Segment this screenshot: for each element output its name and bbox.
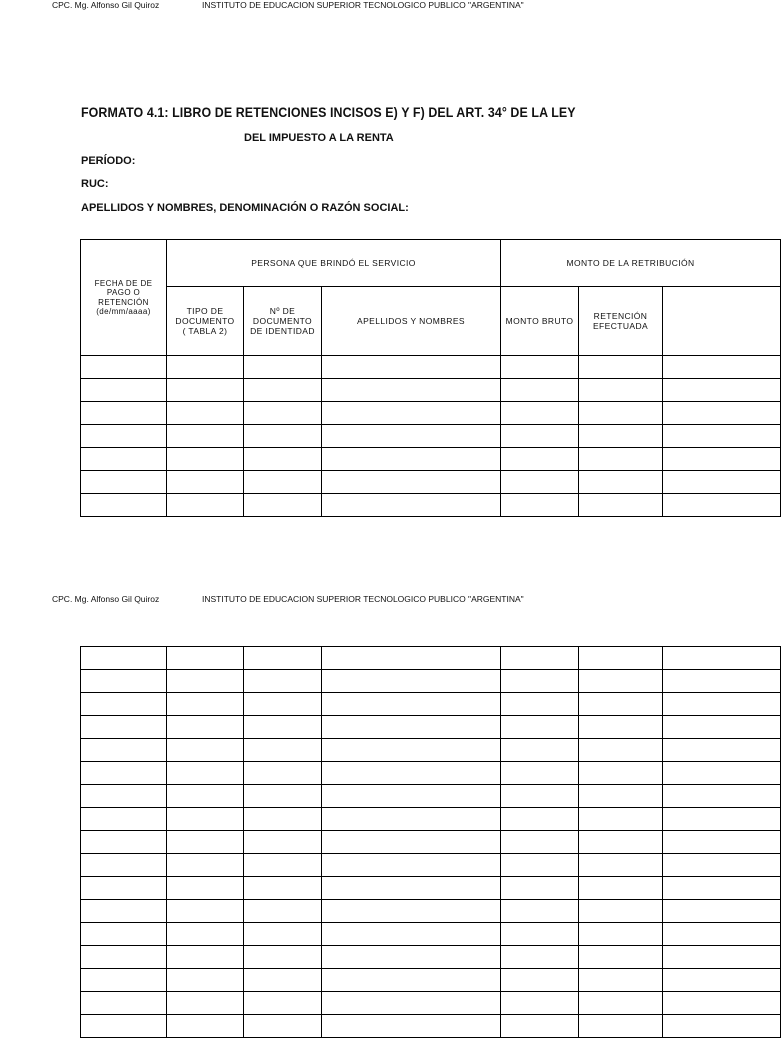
table-cell[interactable]	[501, 670, 579, 693]
retencion-header: RETENCIÓN EFECTUADA	[579, 287, 663, 356]
table-cell[interactable]	[81, 425, 167, 448]
table-cell[interactable]	[167, 808, 244, 831]
table-cell[interactable]	[579, 969, 663, 992]
table-cell[interactable]	[322, 494, 501, 517]
table-cell[interactable]	[244, 448, 322, 471]
table-cell[interactable]	[167, 494, 244, 517]
table-cell[interactable]	[167, 992, 244, 1015]
table-cell[interactable]	[579, 356, 663, 379]
table-cell[interactable]	[663, 471, 781, 494]
table-row	[81, 923, 781, 946]
table-cell[interactable]	[244, 808, 322, 831]
table-cell[interactable]	[244, 854, 322, 877]
document-title: FORMATO 4.1: LIBRO DE RETENCIONES INCISOS E) Y F) DEL ART. 34° DE LA LEY	[81, 105, 576, 120]
table-cell[interactable]	[501, 992, 579, 1015]
table-cell[interactable]	[501, 785, 579, 808]
table-cell[interactable]	[579, 1015, 663, 1038]
table-cell[interactable]	[244, 923, 322, 946]
table-cell[interactable]	[322, 854, 501, 877]
table-cell[interactable]	[579, 693, 663, 716]
table-cell[interactable]	[322, 762, 501, 785]
table-cell[interactable]	[501, 762, 579, 785]
table-cell[interactable]	[167, 785, 244, 808]
fecha-header: FECHA DE DE PAGO O RETENCIÓN (de/mm/aaaa)	[81, 240, 167, 356]
table-cell[interactable]	[167, 1015, 244, 1038]
table-row	[81, 854, 781, 877]
table-cell[interactable]	[663, 808, 781, 831]
table-cell[interactable]	[81, 923, 167, 946]
table-cell[interactable]	[81, 992, 167, 1015]
table-cell[interactable]	[501, 877, 579, 900]
table-cell[interactable]	[663, 379, 781, 402]
table-cell[interactable]	[81, 647, 167, 670]
table-cell[interactable]	[579, 900, 663, 923]
table-row	[81, 425, 781, 448]
table-cell[interactable]	[244, 877, 322, 900]
table-cell[interactable]	[579, 448, 663, 471]
table-cell[interactable]	[579, 379, 663, 402]
table-cell[interactable]	[579, 402, 663, 425]
table-cell[interactable]	[501, 808, 579, 831]
table-cell[interactable]	[81, 739, 167, 762]
table-cell[interactable]	[322, 785, 501, 808]
ruc-label: RUC:	[81, 178, 109, 190]
table-cell[interactable]	[501, 425, 579, 448]
table-cell[interactable]	[244, 356, 322, 379]
table-cell[interactable]	[244, 647, 322, 670]
table-cell[interactable]	[579, 762, 663, 785]
table-cell[interactable]	[81, 693, 167, 716]
table-cell[interactable]	[322, 647, 501, 670]
table-cell[interactable]	[663, 946, 781, 969]
table-cell[interactable]	[244, 402, 322, 425]
table-cell[interactable]	[322, 716, 501, 739]
table-cell[interactable]	[663, 923, 781, 946]
table-cell[interactable]	[579, 992, 663, 1015]
table-row	[81, 356, 781, 379]
table-cell[interactable]	[579, 785, 663, 808]
monto-group-header	[501, 240, 781, 287]
table-cell[interactable]	[81, 402, 167, 425]
table-cell[interactable]	[81, 494, 167, 517]
table-cell[interactable]	[244, 900, 322, 923]
table-cell[interactable]	[167, 877, 244, 900]
table-row	[81, 946, 781, 969]
table-cell[interactable]	[322, 969, 501, 992]
table-cell[interactable]	[501, 1015, 579, 1038]
table-cell[interactable]	[244, 693, 322, 716]
table-row	[81, 494, 781, 517]
table-cell[interactable]	[501, 494, 579, 517]
table-cell[interactable]	[167, 854, 244, 877]
table-cell[interactable]	[501, 831, 579, 854]
table-cell[interactable]	[81, 379, 167, 402]
table-cell[interactable]	[81, 716, 167, 739]
razon-social-label: APELLIDOS Y NOMBRES, DENOMINACIÓN O RAZÓN SOCIAL:	[81, 202, 409, 214]
table-cell[interactable]	[663, 969, 781, 992]
table-cell[interactable]	[579, 854, 663, 877]
table-cell[interactable]	[81, 831, 167, 854]
table-cell[interactable]	[663, 402, 781, 425]
table-cell[interactable]	[322, 425, 501, 448]
table-cell[interactable]	[501, 448, 579, 471]
table-cell[interactable]	[663, 739, 781, 762]
table-cell[interactable]	[244, 969, 322, 992]
table-cell[interactable]	[663, 693, 781, 716]
table-cell[interactable]	[501, 647, 579, 670]
table-cell[interactable]	[81, 762, 167, 785]
table-cell[interactable]	[244, 831, 322, 854]
table-cell[interactable]	[167, 425, 244, 448]
table-cell[interactable]	[167, 402, 244, 425]
table-cell[interactable]	[167, 356, 244, 379]
table-cell[interactable]	[81, 670, 167, 693]
table-cell[interactable]	[663, 762, 781, 785]
table-row	[81, 379, 781, 402]
table-cell[interactable]	[167, 739, 244, 762]
table-cell[interactable]	[322, 356, 501, 379]
table-cell[interactable]	[167, 923, 244, 946]
table-cell[interactable]	[501, 471, 579, 494]
table-cell[interactable]	[81, 471, 167, 494]
table-cell[interactable]	[501, 716, 579, 739]
table-cell[interactable]	[244, 494, 322, 517]
table-cell[interactable]	[579, 831, 663, 854]
table-cell[interactable]	[244, 992, 322, 1015]
table-cell[interactable]	[579, 808, 663, 831]
table-cell[interactable]	[501, 900, 579, 923]
table-cell[interactable]	[167, 379, 244, 402]
table-cell[interactable]	[322, 923, 501, 946]
persona-group-header: PERSONA QUE BRINDÓ EL SERVICIO	[167, 240, 501, 287]
table-cell[interactable]	[244, 379, 322, 402]
tipo-documento-header: TIPO DE DOCUMENTO ( TABLA 2)	[167, 287, 244, 356]
table-cell[interactable]	[244, 762, 322, 785]
retenciones-table	[80, 239, 695, 520]
table-cell[interactable]	[81, 969, 167, 992]
monto-bruto-header: MONTO BRUTO	[501, 287, 579, 356]
table-cell[interactable]	[81, 877, 167, 900]
table-body	[81, 647, 781, 1038]
table-cell[interactable]	[663, 356, 781, 379]
table-cell[interactable]	[322, 992, 501, 1015]
table-cell[interactable]	[663, 831, 781, 854]
table-cell[interactable]	[167, 946, 244, 969]
table-cell[interactable]	[167, 448, 244, 471]
table-cell[interactable]	[322, 448, 501, 471]
table-cell[interactable]	[322, 900, 501, 923]
table-cell[interactable]	[501, 969, 579, 992]
table-cell[interactable]	[244, 739, 322, 762]
apellidos-header: APELLIDOS Y NOMBRES	[322, 287, 501, 356]
institute-name: INSTITUTO DE EDUCACION SUPERIOR TECNOLOGICO PUBLICO "ARGENTINA"	[202, 0, 524, 10]
table-row	[81, 877, 781, 900]
table-cell[interactable]	[81, 946, 167, 969]
table-cell[interactable]	[167, 831, 244, 854]
table-row	[81, 670, 781, 693]
page-header	[52, 0, 524, 10]
table-cell[interactable]	[322, 471, 501, 494]
table-cell[interactable]	[244, 716, 322, 739]
table-cell[interactable]	[244, 425, 322, 448]
table-cell[interactable]	[579, 739, 663, 762]
table-cell[interactable]	[579, 425, 663, 448]
table-row	[81, 808, 781, 831]
table-row	[81, 1015, 781, 1038]
table-cell[interactable]	[663, 448, 781, 471]
table-cell[interactable]	[501, 923, 579, 946]
table-cell[interactable]	[322, 808, 501, 831]
table-cell[interactable]	[167, 471, 244, 494]
table-cell[interactable]	[663, 900, 781, 923]
table-row	[81, 831, 781, 854]
table-row	[81, 647, 781, 670]
table-row	[81, 693, 781, 716]
table-cell[interactable]	[579, 716, 663, 739]
table-cell[interactable]	[322, 739, 501, 762]
table-cell[interactable]	[579, 471, 663, 494]
table-cell[interactable]	[322, 670, 501, 693]
table-cell[interactable]	[501, 946, 579, 969]
table-cell[interactable]	[579, 946, 663, 969]
table-row	[81, 739, 781, 762]
periodo-label: PERÍODO:	[81, 155, 136, 167]
table-cell[interactable]	[81, 900, 167, 923]
table-cell[interactable]	[579, 877, 663, 900]
table-cell[interactable]	[501, 739, 579, 762]
table-cell[interactable]	[167, 762, 244, 785]
table-row	[81, 785, 781, 808]
table-cell[interactable]	[322, 831, 501, 854]
table-row	[81, 448, 781, 471]
table-cell[interactable]	[244, 471, 322, 494]
table-cell[interactable]	[501, 379, 579, 402]
table-row	[81, 471, 781, 494]
table-cell[interactable]	[663, 785, 781, 808]
table-cell[interactable]	[244, 1015, 322, 1038]
table-cell[interactable]	[322, 402, 501, 425]
table-cell[interactable]	[663, 425, 781, 448]
table-cell[interactable]	[167, 900, 244, 923]
table-cell[interactable]	[322, 1015, 501, 1038]
numero-documento-header: Nº DE DOCUMENTO DE IDENTIDAD	[244, 287, 322, 356]
table-cell[interactable]	[167, 716, 244, 739]
document-subtitle: DEL IMPUESTO A LA RENTA	[244, 132, 394, 144]
institute-name: INSTITUTO DE EDUCACION SUPERIOR TECNOLOGICO PUBLICO "ARGENTINA"	[202, 594, 524, 604]
author-name: CPC. Mg. Alfonso Gil Quiroz	[52, 594, 160, 604]
table-cell[interactable]	[244, 946, 322, 969]
table-body	[81, 356, 781, 517]
table-cell[interactable]	[244, 670, 322, 693]
table-row	[81, 762, 781, 785]
table-cell[interactable]	[663, 494, 781, 517]
extra-header	[663, 287, 781, 356]
table-cell[interactable]	[81, 854, 167, 877]
table-row	[81, 716, 781, 739]
table-cell[interactable]	[501, 854, 579, 877]
table-cell[interactable]	[167, 670, 244, 693]
table-cell[interactable]	[579, 647, 663, 670]
table-cell[interactable]	[81, 785, 167, 808]
table-cell[interactable]	[663, 854, 781, 877]
table-cell[interactable]	[322, 946, 501, 969]
author-name: CPC. Mg. Alfonso Gil Quiroz	[52, 0, 160, 10]
table-cell[interactable]	[81, 1015, 167, 1038]
table-row	[81, 992, 781, 1015]
table-cell[interactable]	[579, 923, 663, 946]
table-cell[interactable]	[663, 647, 781, 670]
table-row	[81, 969, 781, 992]
table-cell[interactable]	[322, 693, 501, 716]
table-cell[interactable]	[579, 670, 663, 693]
table-cell[interactable]	[501, 402, 579, 425]
table-cell[interactable]	[322, 877, 501, 900]
monto-group-label: MONTO DE LA RETRIBUCIÓN	[566, 258, 695, 268]
retenciones-table-continued	[80, 646, 662, 1024]
table-cell[interactable]	[81, 356, 167, 379]
page-header-2	[52, 594, 524, 604]
table-row	[81, 402, 781, 425]
table-cell[interactable]	[81, 448, 167, 471]
table-cell[interactable]	[322, 379, 501, 402]
table-cell[interactable]	[663, 992, 781, 1015]
table-cell[interactable]	[663, 716, 781, 739]
table-cell[interactable]	[167, 969, 244, 992]
table-cell[interactable]	[663, 1015, 781, 1038]
table-cell[interactable]	[663, 877, 781, 900]
table-cell[interactable]	[579, 494, 663, 517]
table-cell[interactable]	[501, 356, 579, 379]
table-row	[81, 900, 781, 923]
table-cell[interactable]	[501, 693, 579, 716]
table-cell[interactable]	[167, 693, 244, 716]
table-cell[interactable]	[663, 670, 781, 693]
table-cell[interactable]	[81, 808, 167, 831]
table-cell[interactable]	[167, 647, 244, 670]
table-cell[interactable]	[244, 785, 322, 808]
